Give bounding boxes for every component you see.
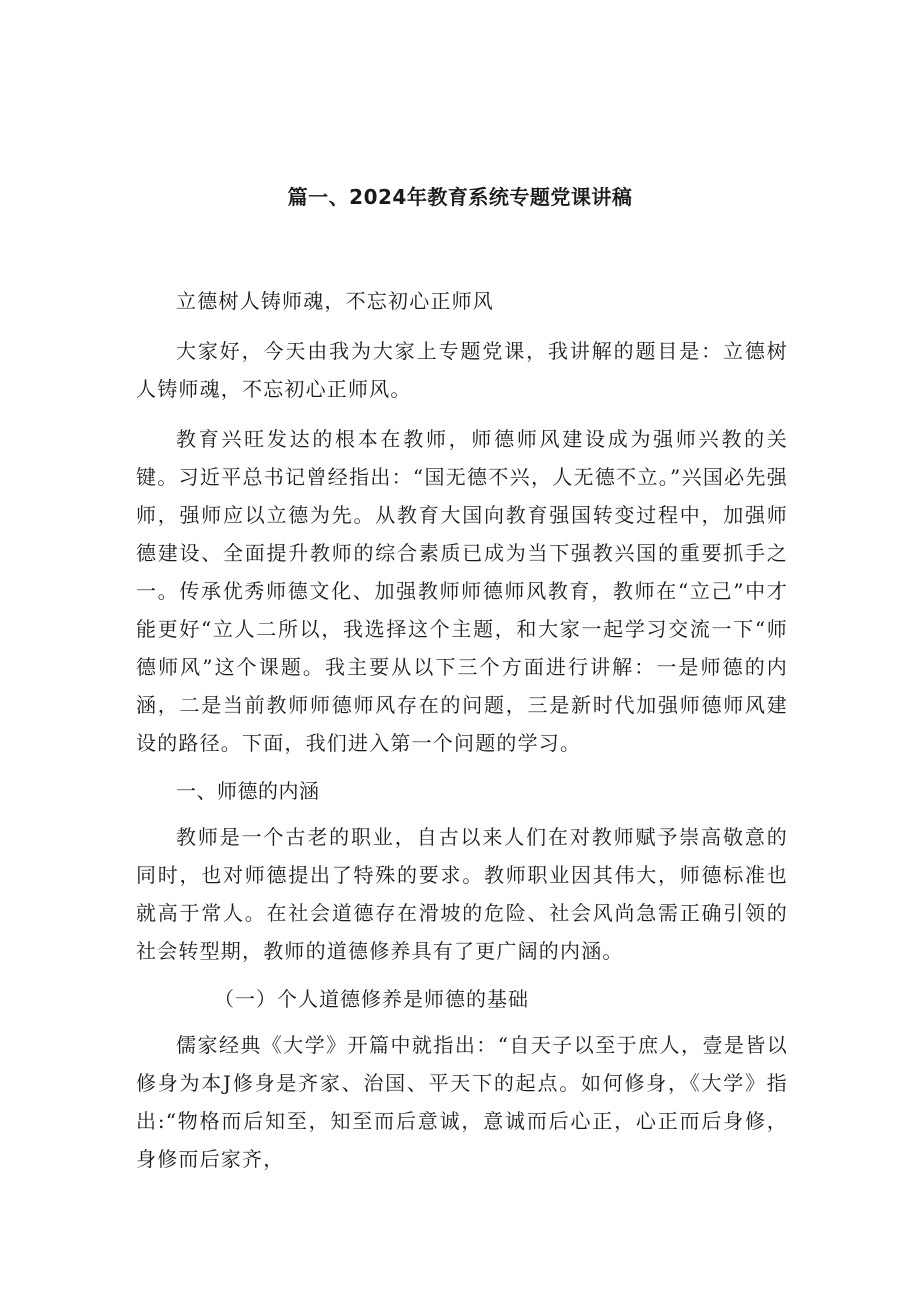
document-body: [136, 282, 788, 1190]
subsection-heading-1: （一）个人道德修养是师德的基础: [214, 987, 529, 1011]
paragraph-section1: 教师是一个古老的职业，自古以来人们在对教师赋予崇高敬意的同时，也对师德提出了特殊的要求。教师职业因其伟大，师德标准也就高于常人。在社会道德存在滑坡的危险、社会风尚急需正确引领的社会转型期，教师的道德修养具有了更广阔的内涵。: [136, 825, 788, 963]
paragraph-background: 教育兴旺发达的根本在教师，师德师风建设成为强师兴教的关键。习近平总书记曾经指出：“国无德不兴，人无德不立。”兴国必先强师，强师应以立德为先。从教育大国向教育强国转变过程中，加强师德建设、全面提升教师的综合素质已成为当下强教兴国的重要抓手之一。传承优秀师德文化、加强教师师德师风教育，教师在“立己”中才能更好“立人二所以，我选择这个主题，和大家一起学习交流一下“师德师风”这个课题。我主要从以下三个方面进行讲解：一是师德的内涵，二是当前教师师德师风存在的问题，三是新时代加强师德师风建设的路径。下面，我们进入第一个问题的学习。: [136, 427, 788, 755]
paragraph-subsection1: 儒家经典《大学》开篇中就指出：“自天子以至于庶人，壹是皆以修身为本J修身是齐家、治国、平天下的起点。如何修身，《大学》指出:“物格而后知至，知至而后意诚，意诚而后心正，心正而后身修，身修而后家齐，: [136, 1033, 788, 1171]
paragraph-intro: 大家好，今天由我为大家上专题党课，我讲解的题目是：立德树人铸师魂，不忘初心正师风。: [136, 339, 788, 401]
section-heading-1: 一、师德的内涵: [176, 779, 320, 803]
document-subtitle: 立德树人铸师魂，不忘初心正师风: [176, 289, 494, 313]
document-title: 篇一、2024年教育系统专题党课讲稿: [287, 185, 633, 209]
